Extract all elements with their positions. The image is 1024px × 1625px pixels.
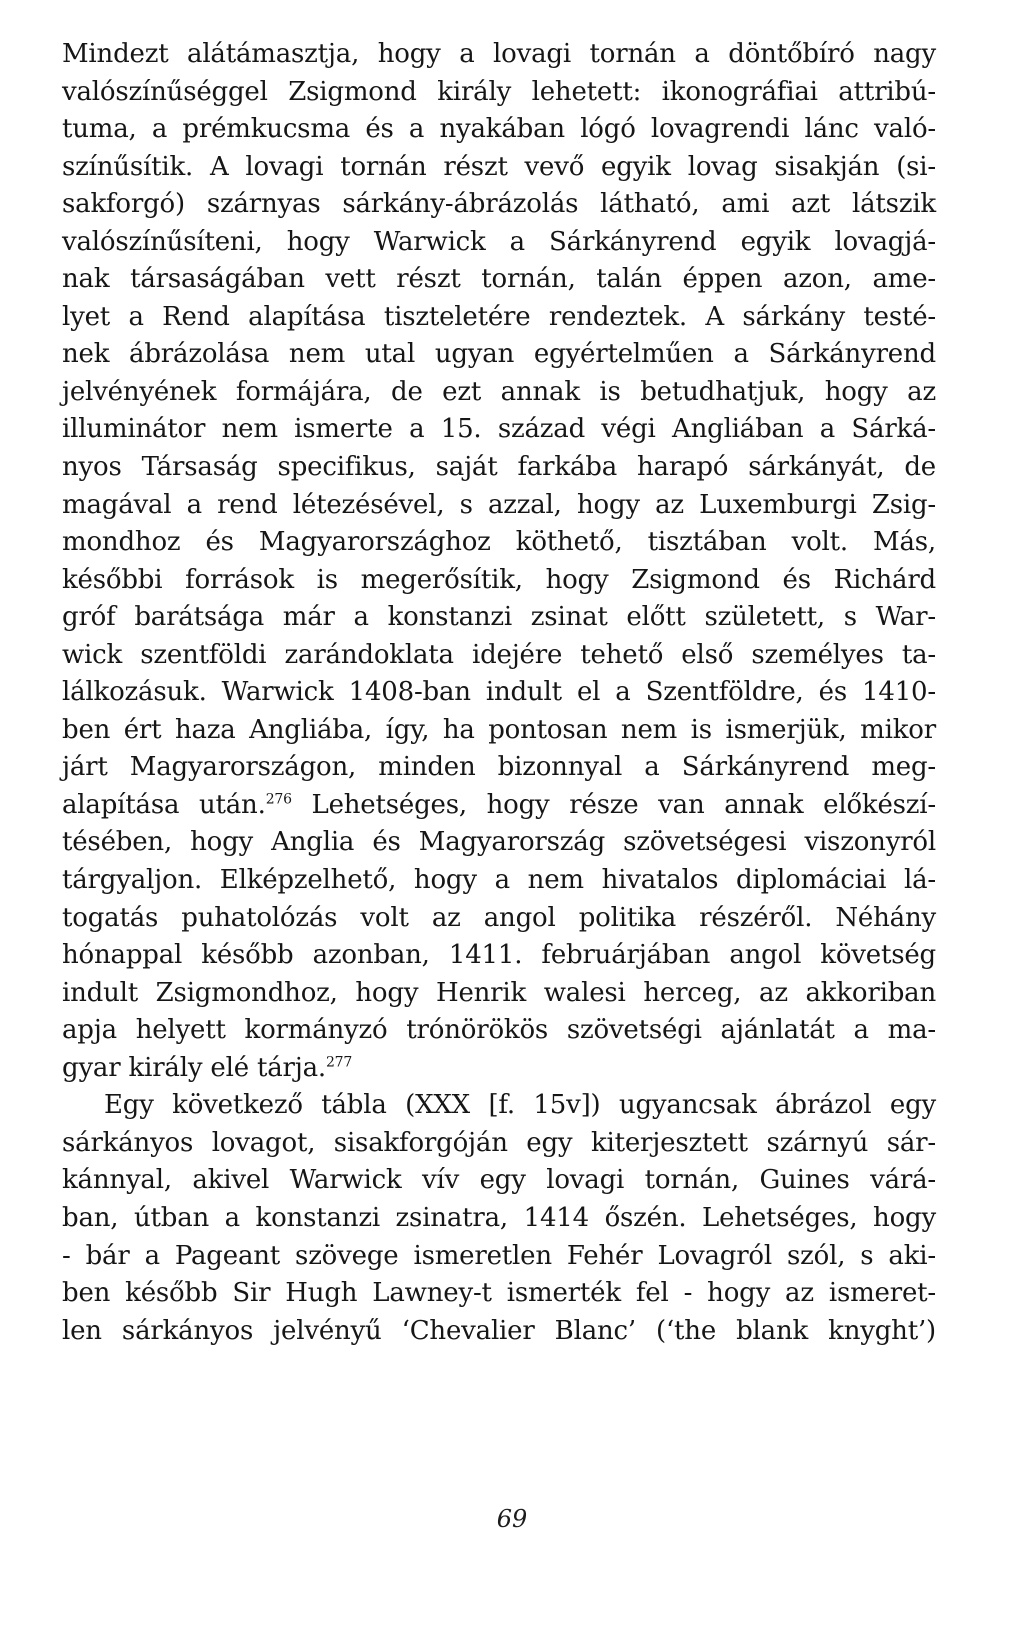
line-text: sárkányos lovagot, sisakforgóján egy kiterjesztett szárnyú sár- (62, 1127, 936, 1158)
line-text: járt Magyarországon, minden bizonnyal a Sárkányrend meg- (62, 752, 936, 783)
text-line (62, 937, 936, 975)
line-text-continued: Lehetséges, hogy része van annak előkészí- (291, 789, 936, 820)
text-line (62, 599, 936, 637)
line-text: ben ért haza Angliába, így, ha pontosan nem is ismerjük, mikor (62, 714, 936, 745)
text-line (62, 299, 936, 337)
line-text: len sárkányos jelvényű ‘Chevalier Blanc’ (‘the blank knyght’) (62, 1315, 936, 1346)
text-line (62, 487, 936, 525)
text-line (62, 186, 936, 224)
text-line (62, 1012, 936, 1050)
line-text: illuminátor nem ismerte a 15. század végi Angliában a Sárká- (62, 414, 936, 445)
footnote-marker[interactable]: 277 (325, 1054, 353, 1071)
line-text: indult Zsigmondhoz, hogy Henrik walesi herceg, az akkoriban (62, 977, 936, 1008)
line-text: alapítása után. (62, 789, 266, 820)
line-text: - bár a Pageant szövege ismeretlen Fehér Lovagról szól, s aki- (62, 1240, 936, 1271)
line-text: wick szentföldi zarándoklata idejére tehető első személyes ta- (62, 639, 936, 670)
text-line (62, 261, 936, 299)
text-line (62, 862, 936, 900)
line-text: lyet a Rend alapítása tiszteletére rendeztek. A sárkány testé- (62, 301, 936, 332)
line-text: nek ábrázolása nem utal ugyan egyértelműen a Sárkányrend (62, 339, 936, 370)
line-text: kánnyal, akivel Warwick vív egy lovagi tornán, Guines várá- (62, 1165, 936, 1196)
line-text: togatás puhatolózás volt az angol politika részéről. Néhány (62, 902, 936, 933)
text-line (62, 1275, 936, 1313)
line-text: Egy következő tábla (XXX [f. 15v]) ugyancsak ábrázol egy (104, 1090, 936, 1121)
line-text: nyos Társaság specifikus, saját farkába harapó sárkányát, de (62, 452, 936, 483)
page-number: 69 (496, 1505, 528, 1533)
line-text: valószínűsíteni, hogy Warwick a Sárkányrend egyik lovagjá- (62, 226, 936, 257)
text-line (62, 374, 936, 412)
text-line (62, 74, 936, 112)
line-text: hónappal később azonban, 1411. februárjában angol követség (62, 940, 936, 971)
body-text (62, 36, 936, 1350)
line-text: lálkozásuk. Warwick 1408-ban indult el a Szentföldre, és 1410- (62, 677, 936, 708)
footnote-marker[interactable]: 276 (265, 791, 292, 808)
text-line (62, 712, 936, 750)
line-text: Mindezt alátámasztja, hogy a lovagi tornán a döntőbíró nagy (62, 39, 936, 69)
text-line (62, 224, 936, 262)
text-line (62, 524, 936, 562)
text-line (62, 975, 936, 1013)
text-line (62, 1200, 936, 1238)
line-text: magával a rend létezésével, s azzal, hogy az Luxemburgi Zsig- (62, 489, 936, 520)
line-text: jelvényének formájára, de ezt annak is betudhatjuk, hogy az (62, 376, 936, 407)
text-line (62, 637, 936, 675)
text-line (62, 1162, 936, 1200)
line-text: tárgyaljon. Elképzelhető, hogy a nem hivatalos diplomáciai lá- (62, 865, 936, 896)
text-line (62, 787, 936, 825)
text-line (62, 674, 936, 712)
line-text: tésében, hogy Anglia és Magyarország szövetségesi viszonyról (62, 827, 936, 858)
text-line (62, 562, 936, 600)
line-text: valószínűséggel Zsigmond király lehetett: ikonográfiai attribú- (62, 76, 936, 107)
text-line (62, 111, 936, 149)
text-line (62, 900, 936, 938)
text-line (62, 336, 936, 374)
text-line (62, 411, 936, 449)
line-text: tuma, a prémkucsma és a nyakában lógó lovagrendi lánc való- (62, 114, 936, 145)
text-line (62, 1050, 936, 1088)
text-line (62, 1313, 936, 1351)
line-text: nak társaságában vett részt tornán, talán éppen azon, ame- (62, 264, 936, 295)
line-text: gyar király elé tárja. (62, 1052, 326, 1083)
text-line (62, 149, 936, 187)
text-line (62, 749, 936, 787)
line-text: későbbi források is megerősítik, hogy Zsigmond és Richárd (62, 564, 936, 595)
line-text: színűsítik. A lovagi tornán részt vevő egyik lovag sisakján (si- (62, 151, 936, 182)
text-line (62, 1087, 936, 1125)
line-text: gróf barátsága már a konstanzi zsinat előtt született, s War- (62, 602, 936, 633)
line-text: mondhoz és Magyarországhoz köthető, tisztában volt. Más, (62, 527, 936, 558)
text-line (62, 1125, 936, 1163)
line-text: ban, útban a konstanzi zsinatra, 1414 őszén. Lehetséges, hogy (62, 1202, 936, 1233)
line-text: ben később Sir Hugh Lawney-t ismerték fel - hogy az ismeret- (62, 1278, 936, 1309)
line-text: sakforgó) szárnyas sárkány-ábrázolás látható, ami azt látszik (62, 189, 936, 220)
text-line (62, 1238, 936, 1276)
text-line (62, 36, 936, 74)
text-line (62, 449, 936, 487)
text-line (62, 824, 936, 862)
line-text: apja helyett kormányzó trónörökös szövetségi ajánlatát a ma- (62, 1015, 936, 1046)
